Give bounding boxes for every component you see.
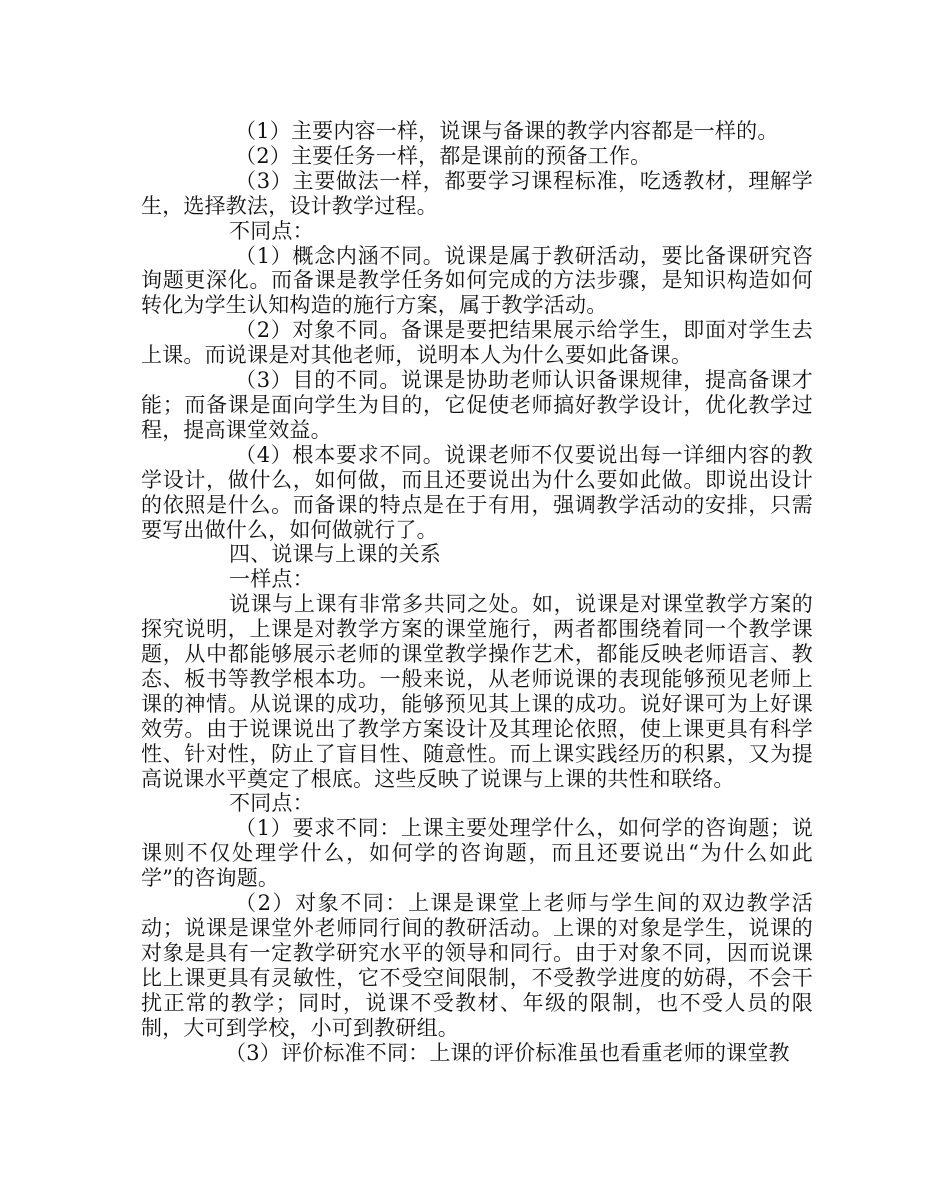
paragraph: （1）概念内涵不同。说课是属于教研活动，要比备课研究咨询题更深化。而备课是教学任务如何完成的方法步骤，是知识构造如何转化为学生认知构造的施行方案，属于教学活动。 [141, 243, 813, 318]
paragraph: （3）主要做法一样，都要学习课程标准，吃透教材，理解学生，选择教法，设计教学过程。 [141, 168, 813, 218]
section-label: 一样点： [229, 567, 314, 592]
paragraph: （1）主要内容一样，说课与备课的教学内容都是一样的。 [235, 119, 779, 143]
section-label: 不同点： [229, 791, 314, 816]
paragraph: （1）要求不同：上课主要处理学什么，如何学的咨询题；说课则不仅处理学什么，如何学的咨询题，而且还要说出“为什么如此学”的咨询题。 [141, 816, 813, 891]
paragraph: （3）评价标准不同：上课的评价标准虽也看重老师的课堂教 [225, 1040, 790, 1065]
section-label: 不同点： [229, 218, 314, 243]
paragraph: （2）对象不同：上课是课堂上老师与学生间的双边教学活动；说课是课堂外老师同行间的教研活动。上课的对象是学生，说课的对象是具有一定教学研究水平的领导和同行。由于对象不同，因而说课比上课更具有灵敏性，它不受空间限制，不受教学进度的妨碍，不会干扰正常的教学；同时，说课不受教材、年级的限制，也不受人员的限制，大可到学校，小可到教研组。 [141, 891, 813, 1040]
paragraph: （3）目的不同。说课是协助老师认识备课规律，提高备课才能；而备课是面向学生为目的，它促使老师搞好教学设计，优化教学过程，提高课堂效益。 [141, 368, 813, 442]
section-heading: 四、说课与上课的关系 [229, 542, 441, 567]
paragraph: （2）对象不同。备课是要把结果展示给学生，即面对学生去上课。而说课是对其他老师，说明本人为什么要如此备课。 [141, 318, 813, 368]
document-body [141, 119, 813, 1065]
paragraph: 说课与上课有非常多共同之处。如，说课是对课堂教学方案的探究说明，上课是对教学方案的课堂施行，两者都围绕着同一个教学课题，从中都能够展示老师的课堂教学操作艺术，都能反映老师语言、教态、板书等教学根本功。一般来说，从老师说课的表现能够预见老师上课的神情。从说课的成功，能够预见其上课的成功。说好课可为上好课效劳。由于说课说出了教学方案设计及其理论依照，使上课更具有科学性、针对性，防止了盲目性、随意性。而上课实践经历的积累，又为提高说课水平奠定了根底。这些反映了说课与上课的共性和联络。 [141, 592, 813, 791]
paragraph: （4）根本要求不同。说课老师不仅要说出每一详细内容的教学设计，做什么，如何做，而且还要说出为什么要如此做。即说出设计的依照是什么。而备课的特点是在于有用，强调教学活动的安排，只需要写出做什么，如何做就行了。 [141, 442, 813, 542]
paragraph: （2）主要任务一样，都是课前的预备工作。 [235, 143, 652, 168]
